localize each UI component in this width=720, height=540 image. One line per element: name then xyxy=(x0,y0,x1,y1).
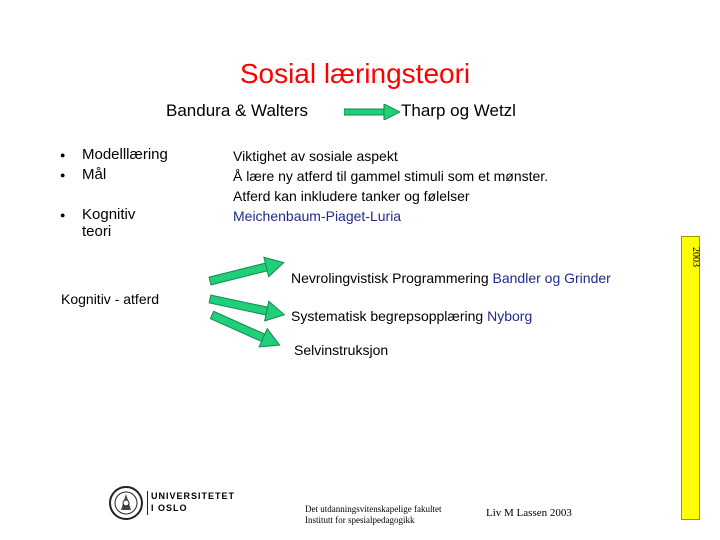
method-item: Nevrolingvistisk Programmering Bandler og Grinder xyxy=(291,270,611,286)
method-item: Selvinstruksjon xyxy=(294,342,389,358)
footer-author: Liv M Lassen 2003 xyxy=(486,507,572,519)
bullet-icon: ● xyxy=(60,210,66,220)
arrow-icon xyxy=(208,255,287,291)
subtitle-arrow-icon xyxy=(344,104,400,120)
bullet-icon: ● xyxy=(60,170,66,180)
description-line: Meichenbaum-Piaget-Luria xyxy=(233,208,402,224)
description-line: Atferd kan inkludere tanker og følelser xyxy=(233,188,470,204)
side-label: 2003 xyxy=(690,247,701,267)
footer-faculty: Det utdanningsvitenskapelige fakultet Institutt for spesialpedagogikk xyxy=(305,504,442,525)
university-logo: UNIVERSITETET I OSLO xyxy=(109,485,241,521)
slide-title: Sosial læringsteori xyxy=(239,58,471,89)
kognitiv-label: Kognitiv - atferd xyxy=(61,291,160,307)
description-line: Viktighet av sosiale aspekt xyxy=(233,148,398,164)
seal-icon xyxy=(109,485,143,521)
description-block xyxy=(233,146,548,226)
method-item: Systematisk begrepsopplæring Nyborg xyxy=(291,308,533,324)
side-bar xyxy=(681,236,700,520)
arrows-group xyxy=(206,255,296,355)
subtitle-right: Tharp og Wetzl xyxy=(401,101,516,120)
bullet-icon: ● xyxy=(60,150,66,160)
subtitle-left: Bandura & Walters xyxy=(166,101,309,120)
description-line: Å lære ny atferd til gammel stimuli som et mønster. xyxy=(233,168,549,184)
